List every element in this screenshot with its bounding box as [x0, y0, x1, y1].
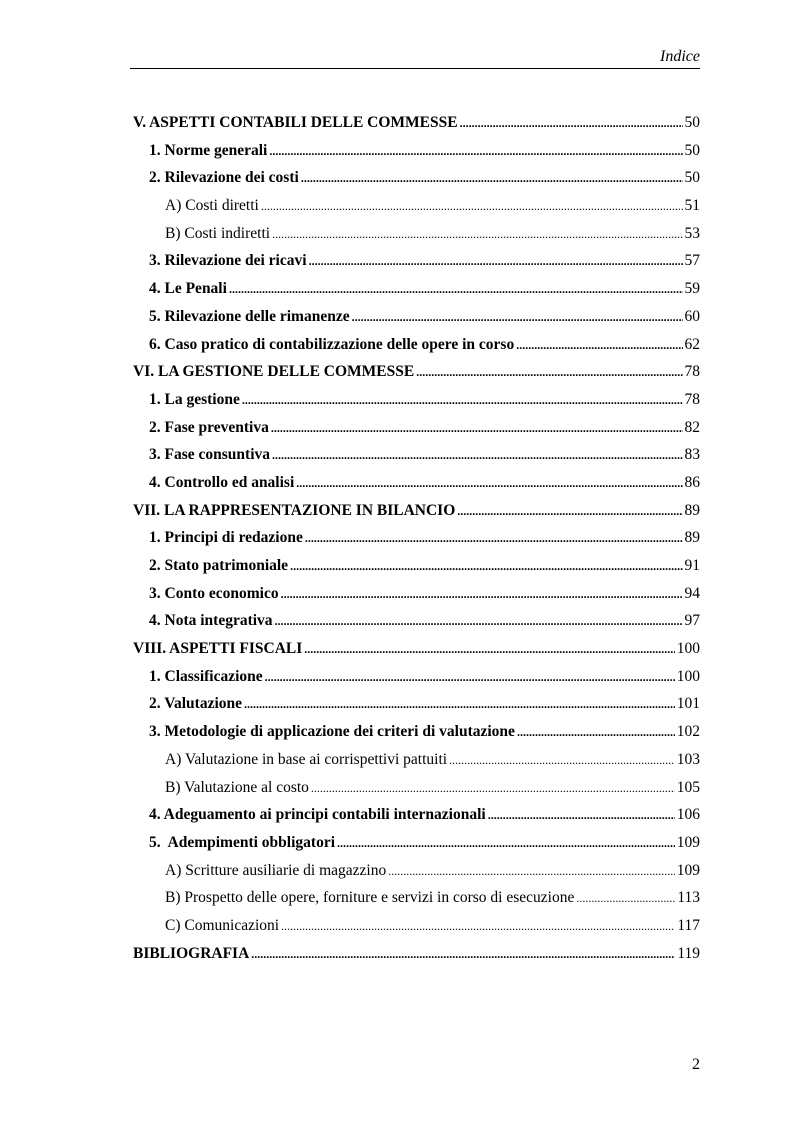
toc-entry-page: 109 [676, 833, 700, 851]
toc-entry-label: B) Valutazione al costo [165, 778, 309, 796]
toc-entry-page: 103 [676, 750, 700, 768]
toc-entry-page: 109 [676, 861, 700, 879]
toc-entry[interactable] [133, 501, 700, 529]
toc-entry-page: 62 [684, 335, 700, 353]
dot-leader [272, 224, 682, 244]
toc-entry-label: 2. Rilevazione dei costi [149, 169, 299, 187]
dot-leader [296, 473, 682, 493]
toc-entry-label: 2. Valutazione [149, 695, 243, 713]
toc-entry[interactable] [133, 778, 700, 806]
dot-leader [281, 584, 683, 604]
dot-leader [576, 888, 675, 908]
toc-entry-label: 4. Controllo ed analisi [149, 473, 295, 491]
toc-entry[interactable] [133, 750, 700, 778]
dot-leader [229, 279, 683, 299]
toc-entry-label: 1. Norme generali [149, 141, 268, 159]
toc-entry[interactable] [133, 196, 700, 224]
toc-entry-page: 89 [684, 501, 700, 519]
dot-leader [261, 196, 683, 216]
toc-entry[interactable] [133, 556, 700, 584]
toc-entry-label: 3. Metodologie di applicazione dei criteri di valutazione [149, 723, 515, 741]
dot-leader [304, 639, 674, 659]
toc-entry-page: 105 [676, 778, 700, 796]
dot-leader [388, 861, 675, 881]
dot-leader [265, 667, 675, 687]
toc-entry[interactable] [133, 916, 700, 944]
toc-entry-page: 78 [684, 390, 700, 408]
dot-leader [275, 611, 683, 631]
toc-entry[interactable] [133, 279, 700, 307]
toc-entry-label: 4. Le Penali [149, 280, 227, 298]
dot-leader [488, 805, 675, 825]
dot-leader [281, 916, 675, 936]
toc-entry-page: 50 [684, 141, 700, 159]
toc-entry-page: 83 [684, 446, 700, 464]
toc-entry[interactable] [133, 805, 700, 833]
toc-entry-label: BIBLIOGRAFIA [133, 944, 250, 962]
dot-leader [301, 168, 683, 188]
toc-entry-label: 5. Rilevazione delle rimanenze [149, 307, 350, 325]
toc-entry[interactable] [133, 639, 700, 667]
toc-entry[interactable] [133, 168, 700, 196]
toc-entry-page: 100 [676, 667, 700, 685]
toc-entry-page: 97 [684, 612, 700, 630]
toc-entry-page: 117 [677, 916, 700, 934]
running-header-title: Indice [660, 48, 700, 65]
dot-leader [517, 722, 675, 742]
dot-leader [269, 141, 682, 161]
toc-entry-label: A) Costi diretti [165, 197, 259, 215]
toc-entry[interactable] [133, 528, 700, 556]
toc-entry-page: 101 [676, 695, 700, 713]
toc-entry-page: 113 [677, 889, 700, 907]
dot-leader [516, 335, 682, 355]
toc-entry[interactable] [133, 833, 700, 861]
toc-entry-label: B) Prospetto delle opere, forniture e servizi in corso di esecuzione [165, 889, 575, 907]
toc-entry-label: 1. Principi di redazione [149, 529, 303, 547]
toc-entry[interactable] [133, 944, 700, 972]
dot-leader [352, 307, 683, 327]
toc-entry-page: 78 [684, 363, 700, 381]
dot-leader [271, 418, 683, 438]
toc-entry[interactable] [133, 418, 700, 446]
dot-leader [242, 390, 683, 410]
dot-leader [251, 944, 675, 964]
toc-entry[interactable] [133, 335, 700, 363]
toc-entry-page: 51 [684, 197, 700, 215]
dot-leader [305, 528, 683, 548]
toc-entry[interactable] [133, 584, 700, 612]
dot-leader [244, 694, 675, 714]
toc-entry-label: A) Scritture ausiliarie di magazzino [165, 861, 387, 879]
toc-entry-page: 86 [684, 473, 700, 491]
toc-entry-page: 59 [684, 280, 700, 298]
toc-entry[interactable] [133, 390, 700, 418]
toc-entry[interactable] [133, 224, 700, 252]
toc-entry[interactable] [133, 667, 700, 695]
toc-entry-label: 3. Conto economico [149, 584, 279, 602]
toc-entry-page: 50 [684, 169, 700, 187]
toc-entry-page: 50 [684, 114, 700, 131]
toc-entry-page: 119 [677, 944, 700, 962]
toc-entry[interactable] [133, 611, 700, 639]
toc-entry[interactable] [133, 113, 700, 141]
toc-entry-label: 6. Caso pratico di contabilizzazione delle opere in corso [149, 335, 515, 353]
dot-leader [416, 362, 682, 382]
toc-entry[interactable] [133, 251, 700, 279]
toc-entry-label: 4. Nota integrativa [149, 612, 273, 630]
toc-entry[interactable] [133, 694, 700, 722]
page-number: 2 [692, 1056, 700, 1073]
toc-entry-page: 82 [684, 418, 700, 436]
toc-entry-label: 4. Adeguamento ai principi contabili internazionali [149, 806, 486, 824]
toc-entry-label: 1. La gestione [149, 390, 240, 408]
table-of-contents [133, 113, 700, 971]
dot-leader [272, 445, 683, 465]
toc-entry[interactable] [133, 473, 700, 501]
toc-entry-page: 53 [684, 224, 700, 242]
toc-entry-page: 106 [676, 806, 700, 824]
toc-entry-label: V. ASPETTI CONTABILI DELLE COMMESSE [133, 114, 458, 131]
dot-leader [337, 833, 675, 853]
toc-entry-page: 100 [676, 640, 700, 658]
toc-entry-label: 3. Rilevazione dei ricavi [149, 252, 307, 270]
toc-entry-label: A) Valutazione in base ai corrispettivi pattuiti [165, 750, 448, 768]
toc-entry-label: B) Costi indiretti [165, 224, 271, 242]
toc-entry[interactable] [133, 445, 700, 473]
dot-leader [309, 251, 683, 271]
toc-entry[interactable] [133, 307, 700, 335]
toc-entry-label: 1. Classificazione [149, 667, 263, 685]
toc-entry[interactable] [133, 888, 700, 916]
toc-entry-page: 89 [684, 529, 700, 547]
header-rule [130, 68, 700, 69]
toc-entry-label: VII. LA RAPPRESENTAZIONE IN BILANCIO [133, 501, 456, 519]
toc-entry[interactable] [133, 362, 700, 390]
toc-entry-label: 3. Fase consuntiva [149, 446, 270, 464]
toc-entry[interactable] [133, 861, 700, 889]
toc-entry-page: 91 [684, 557, 700, 574]
toc-entry-label: 2. Fase preventiva [149, 418, 269, 436]
toc-entry[interactable] [133, 141, 700, 169]
dot-leader [311, 778, 675, 798]
dot-leader [449, 750, 675, 770]
toc-entry-page: 94 [684, 584, 700, 602]
dot-leader [290, 556, 682, 576]
toc-entry-label: VI. LA GESTIONE DELLE COMMESSE [133, 363, 415, 381]
toc-entry-label: 2. Stato patrimoniale [149, 557, 289, 574]
toc-entry-label: VIII. ASPETTI FISCALI [133, 640, 303, 658]
toc-entry-page: 57 [684, 252, 700, 270]
toc-entry[interactable] [133, 722, 700, 750]
toc-entry-label: 5. Adempimenti obbligatori [149, 833, 336, 851]
toc-entry-page: 102 [676, 723, 700, 741]
dot-leader [457, 501, 682, 521]
dot-leader [460, 113, 683, 133]
toc-entry-label: C) Comunicazioni [165, 916, 280, 934]
toc-entry-page: 60 [684, 307, 700, 325]
